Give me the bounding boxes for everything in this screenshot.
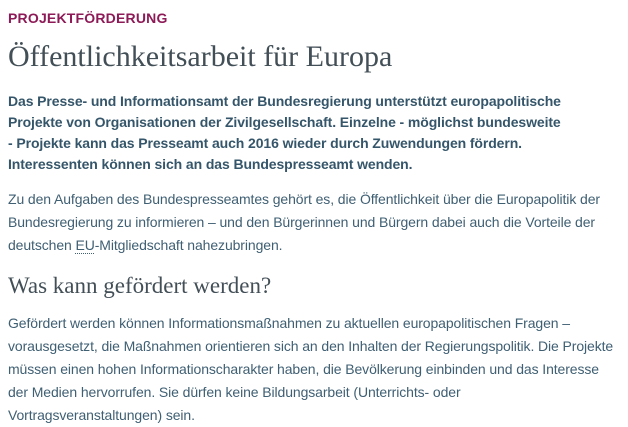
article-content (8, 10, 618, 427)
intro-text-before-abbr: Zu den Aufgaben des Bundespresseamtes gehört es, die Öffentlichkeit über die Europapolitik der Bundesregierung zu informieren – und den Bürgerinnen und Bürgern dabei auch die Vorteile der deutschen (8, 191, 600, 253)
intro-text-after-abbr: -Mitgliedschaft nahezubringen. (94, 237, 283, 253)
section-paragraph: Gefördert werden können Informationsmaßnahmen zu aktuellen europapolitischen Fragen – vorausgesetzt, die Maßnahmen orientieren sich an den Inhalten der Regierungspolitik. Die Projekte müssen einen hohen Informationscharakter haben, die Bevölkerung einbinden und das Interesse der Medien hervorrufen. Sie dürfen keine Bildungsarbeit (Unterrichts- oder Vortragsveranstaltungen) sein. (8, 315, 614, 423)
category-kicker: PROJEKTFÖRDERUNG (8, 10, 168, 26)
intro-paragraph (8, 188, 618, 257)
eu-abbreviation: EU (75, 237, 95, 253)
page-title: Öffentlichkeitsarbeit für Europa (8, 40, 393, 73)
lead-paragraph: Das Presse- und Informationsamt der Bundesregierung unterstützt europapolitische Projekte von Organisationen der Zivilgesellschaft. Einzelne - möglichst bundesweite - Projekte kann das Presseamt auch 2016 wieder durch Zuwendungen fördern. Interessenten können sich an das Bundespresseamt wenden. (8, 93, 561, 172)
section-heading: Was kann gefördert werden? (8, 273, 272, 298)
